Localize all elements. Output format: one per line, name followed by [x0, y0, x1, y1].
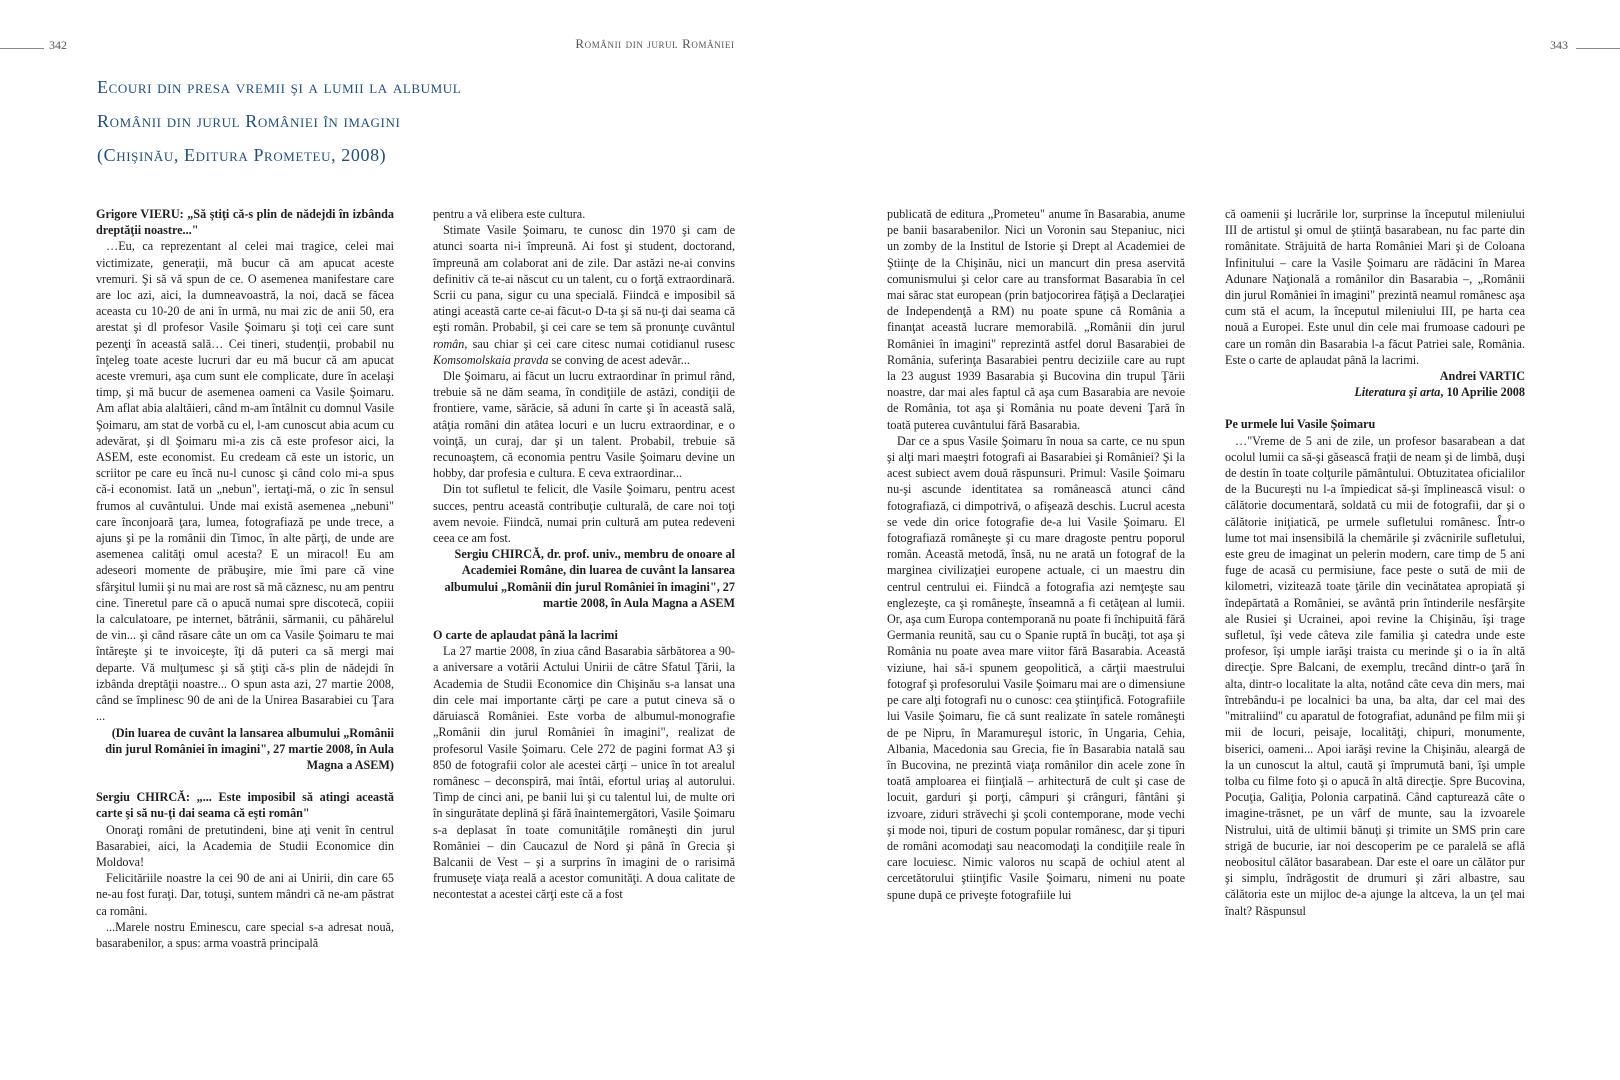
paragraph: Onoraţi români de pretutindeni, bine aţi venit în centrul Basarabiei, aici, la Academia de Studii Economice din Moldova!: [96, 822, 394, 869]
publication-date: , 10 Aprilie 2008: [1440, 385, 1525, 400]
publication-credit: [1225, 384, 1525, 400]
paragraph-text: Stimate Vasile Şoimaru, te cunosc din 1970 şi cam de atunci soarta ni-i împreună. Ai fost şi student, doctorand, împreună am colaborat ani de zile. Dar astăzi ne-ai convins definitiv că te-ai născut cu un talent, cu o forţă extraordinară. Scrii cu pana, sigur cu una specială. Fiindcă e imposibil să atingi această carte ce-ai făcut-o D-ta şi să nu-ţi dai seama că eşti român. Probabil, şi cei care se tem să pronunţe cuvântul: [433, 223, 735, 335]
paragraph: publicată de editura „Prometeu" anume în Basarabia, anume pe banii basarabenilor. Nici un Voronin sau Stepaniuc, nici un zomby de la Institul de Istorie şi Drept al Academiei de Ştiinţe de la Chişinău, nici un mancurt din presa aservită comunismului şi celor care au transformat Basarabia în cel mai sărac stat european (prin batjocorirea făţişă a Declaraţiei de Independenţă a RM) nu poate spune că România a finanţat această lucrare memorabilă. „Românii din jurul României în imagini" reprezintă astfel dorul Basarabiei de România, suferinţa Basarabiei pentru deciziile care au rupt la 23 august 1939 Basarabia şi Bucovina din trupul Ţării noastre, dar mai ales faptul că aşa cum Basarabia are nevoie de România, tot aşa şi România nu poate deveni Ţară în toată puterea cuvântului fără Basarabia.: [887, 207, 1185, 432]
source-note: Sergiu CHIRCĂ, dr. prof. univ., membru de onoare al Academiei Române, din luarea de cuvânt la lansarea albumului „Românii din jurul României în imagini", 27 martie 2008, în Aula Magna a ASEM: [444, 547, 735, 610]
left-page-number: 342: [49, 38, 67, 52]
left-page-rule: [0, 48, 44, 49]
running-head: Românii din jurul României: [575, 36, 735, 51]
paragraph: [433, 222, 735, 368]
text-column-2: [433, 206, 735, 903]
paragraph: Dle Şoimaru, ai făcut un lucru extraordinar în primul rând, trebuie să ne dăm seama, în condiţiile de astăzi, condiţii de frontiere, vame, sărăcie, să aduni în carte şi în această sală, atâţia români din atâtea locuri e un lucru extraordinar, e o voinţă, un curaj, dar şi un talent. Probabil, trebuie să recunoaştem, că economia pentru Vasile Şoimaru devine un hobby, dar profesia e cultura. E ceva extraordinar...: [433, 369, 735, 481]
paragraph: Felicităriile noastre la cei 90 de ani ai Unirii, din care 65 ne-au fost furaţi. Dar, totuşi, suntem mândri că ne-am păstrat ca români.: [96, 871, 394, 918]
paragraph: ...Marele nostru Eminescu, care special s-a adresat nouă, basarabenilor, a spus: arma voastră principală: [96, 919, 394, 950]
paragraph: …"Vreme de 5 ani de zile, un profesor basarabean a dat ocolul lumii ca să-şi găsească fraţii de neam şi de limbă, duşi de destin în toate colţurile pământului. Obtuzitatea oficialilor de la Bucureşti nu l-a împiedicat să-şi împlinească visul: o călătorie documentară, soldată cu mii de fotografii, dar şi o călătorie iniţiatică, pe urmele sufletului românesc. Într-o lume tot mai insensibilă la chemările şi zvâcnirile sufletului, este greu de imaginat un pelerin modern, care timp de 5 ani fuge de acasă cu permisiune, face peste o sută de mii de kilometri, vizitează toate ţările din vecinătatea apropiată şi îndepărtată a României, se avântă prin întinderile nesfârşite ale Rusiei şi Ucrainei, apoi revine la Chişinău, îşi trage sufletul, îşi vede câteva zile familia şi catedra unde este profesor, îşi umple iarăşi traista cu merinde şi o ia în altă direcţie. Spre Balcani, de exemplu, trecând dintr-o ţară în alta, dintr-o localitate la alta, notând câte ceva din mers, mai întrebându-i pe localnici ba una, ba alta, dar cel mai des "mitraliind" cu aparatul de fotografiat, adunând pe film mii şi mii de locuri, peisaje, localităţi, chipuri, monumente, biserici, oameni... Apoi iarăşi revine la Chişinău, aleargă de la un cunoscut la altul, caută şi împrumută bani, îşi umple tolba cu filme foto şi o apucă în altă direcţie. Spre Bucovina, Pocuţia, Galiţia, Polonia carpatină. Când capturează câte o imagine-trăsnet, pe un vârf de munte, sau la izvoarele Nistrului, uită de ultimii bănuţi şi trimite un SMS prin care strigă de bucurie, iar noi descoperim pe ce paralelă se află neobositul călător basarabean. Dar este el oare un călător pur şi simplu, îndrăgostit de drumuri şi zări albastre, sau călătoria este un mijloc de-a ajunge la altceva, la un ţel mai înalt? Răspunsul: [1225, 433, 1525, 918]
right-page-number: 343: [1550, 38, 1568, 52]
paragraph: că oamenii şi lucrările lor, surprinse la începutul mileniului III de artistul şi omul de ştiinţă basarabean, nu fac parte din românitate. Străjuită de harta României Mari şi de Coloana Infinitului – care la Vasile Şoimaru are rădăcini în Marea Adunare Naţională a românilor din Basarabia –, „Românii din jurul României în imagini" prezintă neamul românesc aşa cum stă el acum, la începutul mileniului III, pe harta cea nouă a Europei. Este unul din cele mai frumoase cadouri pe care un român din Basarabia l-a făcut Patriei sale, România. Este o carte de aplaudat până la lacrimi.: [1225, 207, 1525, 367]
paragraph: pentru a vă elibera este cultura.: [433, 207, 586, 221]
article-title: [97, 70, 657, 172]
paragraph: La 27 martie 2008, în ziua când Basarabia sărbătorea a 90-a aniversare a votării Actului Unirii de către Sfatul Ţării, la Academia de Studii Economice din Chişinău s-a lansat una din cele mai importante cărţi pe care a putut cineva să o dăruiască României. Este vorba de albumul-monografie „Românii din jurul României în imagini", realizat de profesorul Vasile Şoimaru. Cele 272 de pagini format A3 şi 850 de fotografii color ale acestei cărţi – unice în tot arealul românesc – deconspiră, mai întâi, efortul uriaş al autorului. Timp de cinci ani, pe banii lui şi cu talentul lui, de multe ori în singurătate deplină şi fără înaintemergători, Vasile Şoimaru s-a deplasat în toate comunităţile româneşti din jurul României – din Caucazul de Nord şi până în Grecia şi Balcanii de Vest – şi a surprins în imagini de o rarisimă frumuseţe viaţa reală a acestor comunităţi. A doua calitate de necontestat a acestei cărţi este că a fost: [433, 644, 735, 902]
author-signature: Andrei VARTIC: [1439, 369, 1525, 384]
paragraph-text: , sau chiar şi cei care citesc numai cotidianul rusesc: [464, 336, 735, 351]
title-line-1: Ecouri din presa vremii şi a lumii la albumul: [97, 77, 462, 97]
text-column-3: [887, 206, 1185, 903]
publication-title: Literatura şi arta: [1354, 385, 1441, 400]
title-line-3: (Chişinău, Editura Prometeu, 2008): [97, 145, 387, 165]
paragraph: Dar ce a spus Vasile Şoimaru în noua sa carte, ce nu spun şi alţi mari maeştri fotografi ai Basarabiei şi României? Şi la acest subiect avem două răspunsuri. Primul: Vasile Şoimaru nu-şi ascunde identitatea sa românească atunci când fotografiază, ci dimpotrivă, o afişează deschis. Lucrul acesta se vede din orice fotografie de-a lui Vasile Şoimaru. El fotografiază româneşte şi cu mare dragoste pentru poporul român. Această metodă, însă, nu ne arată un fotograf de la marginea civilizaţiei europene actuale, ci un maestru din centrul centrului ei. Fiindcă a fotografia azi nemţeşte sau englezeşte, ca şi româneşte, înseamnă a fi cetăţean al lumii. Or, aşa cum Europa contemporană nu poate fi închipuită fără Germania reunită, sau cu o Spanie ruptă în bucăţi, tot aşa şi România nu poate avea mare viitor fără Basarabia. Această viziune, hai să-i spunem geopolitică, a cărţii maestrului fotograf şi profesorului Vasile Şoimaru mai are o dimensiune pe care alţi fotografi nu o cunosc: cea ştiinţifică. Fotografiile lui Vasile Şoimaru, fie că sunt realizate în satele româneşti de pe Nipru, în Maramureşul istoric, în Ungaria, Cehia, Albania, Macedonia sau Grecia, fie în Basarabia natală sau în Bucovina, ne prezintă viaţa românilor din acele zone în toată amploarea ei fiinţială – arhitectură de cult şi case de locuit, garduri şi porţi, câmpuri şi crânguri, fântâni şi izvoare, ziduri străvechi şi şcoli contemporane, mode vechi şi mode noi, tipuri de costum popular românesc, dar şi tipuri de români acomodaţi sau neacomodaţi la condiţiile reale în care locuiesc. Nimic valoros nu scapă de ochiul atent al cercetătorului ştiinţific Vasile Şoimaru, nimeni nu poate spune după ce priveşte fotografiile lui: [887, 433, 1185, 902]
paragraph: …Eu, ca reprezentant al celei mai tragice, celei mai victimizate, generaţii, mă bucur că am apucat aceste vremuri. Şi să vă spun de ce. O asemenea manifestare care are loc azi, aici, la dumneavoastră, la noi, dacă se făcea aceasta cu 10-20 de ani în urmă, nu mai zic de anii 50, era arestat şi dl profesor Vasile Şoimaru şi toţi cei care sunt pezenţi în această sală… Cei tineri, studenţii, probabil nu înţeleg toate aceste lucruri dar eu mă bucur că am apucat aceste vremuri, aşa cum sunt ele complicate, dure în acelaşi timp, şi mă bucur de asemenea oameni ca Vasile Şoimaru. Am aflat abia alaltăieri, când m-am întâlnit cu domnul Vasile Şoimaru, am stat de vorbă cu el, l-am cunoscut abia acum cu adevărat, şi dl Şoimaru mi-a zis că este profesor aici, la ASEM, este economist. Eu credeam că este un istoric, un scriitor pe care eu încă nu-l cunosc şi când colo mi-a spus că-i economist. Iată un „nebun", iertaţi-mă, o zic în sensul frumos al cuvântului. Unde mai există asemenea „nebuni" care înconjoară ţara, lumea, fotografiază pe unde trece, a ajuns şi pe la românii din Timoc, în alte părţi, de unde are asemenea calităţi omul acesta? E un miracol! Eu am adeseori momente de prăbuşire, mie îmi pare că vine sfârşitul lumii şi nu mai are rost să mă căznesc, nu am pentru cine. Tineretul pare că o apucă numai spre discotecă, copiii la calculatoare, pe internet, bătrânii, sărmanii, cu păhărelul de vin... şi când răsare câte un om ca Vasile Şoimaru te mai întăreşte şi te invoiceşte, îţi dă puteri ca să mergi mai departe. Vă mulţumesc şi să ştiţi că-s plin de nădejdi în izbânda dreptăţii noastre... O spun asta azi, 27 martie 2008, când se împlinesc 90 de ani de la Unirea Basarabiei cu Ţara ...: [96, 239, 394, 724]
newspaper-title: Komsomolskaia pravda: [433, 352, 549, 367]
text-column-4: [1225, 206, 1525, 919]
section-heading-soimaru: Pe urmele lui Vasile Şoimaru: [1225, 417, 1376, 432]
source-note: (Din luarea de cuvânt la lansarea albumului „Românii din jurul României în imagini", 27 martie 2008, în Aula Magna a ASEM): [105, 725, 394, 772]
paragraph-text: se conving de acest adevăr...: [548, 352, 690, 367]
section-heading-chirca: Sergiu CHIRCĂ: „... Este imposibil să atingi această carte şi să nu-ţi dai seama că eşti român": [96, 790, 394, 821]
italic-word: român: [433, 336, 465, 351]
text-column-1: [96, 206, 394, 951]
paragraph: Din tot sufletul te felicit, dle Vasile Şoimaru, pentru acest succes, pentru această contribuţie culturală, de care noi toţi avem nevoie. Fiindcă, numai prin cultură am putea redeveni ceea ce am fost.: [433, 482, 735, 546]
right-page-rule: [1576, 48, 1620, 49]
title-line-2: Românii din jurul României în imagini: [97, 111, 401, 131]
section-heading-aplaudat: O carte de aplaudat până la lacrimi: [433, 628, 618, 643]
section-heading-vieru: Grigore VIERU: „Să ştiţi că-s plin de nădejdi în izbânda dreptăţii noastre...": [96, 207, 394, 238]
